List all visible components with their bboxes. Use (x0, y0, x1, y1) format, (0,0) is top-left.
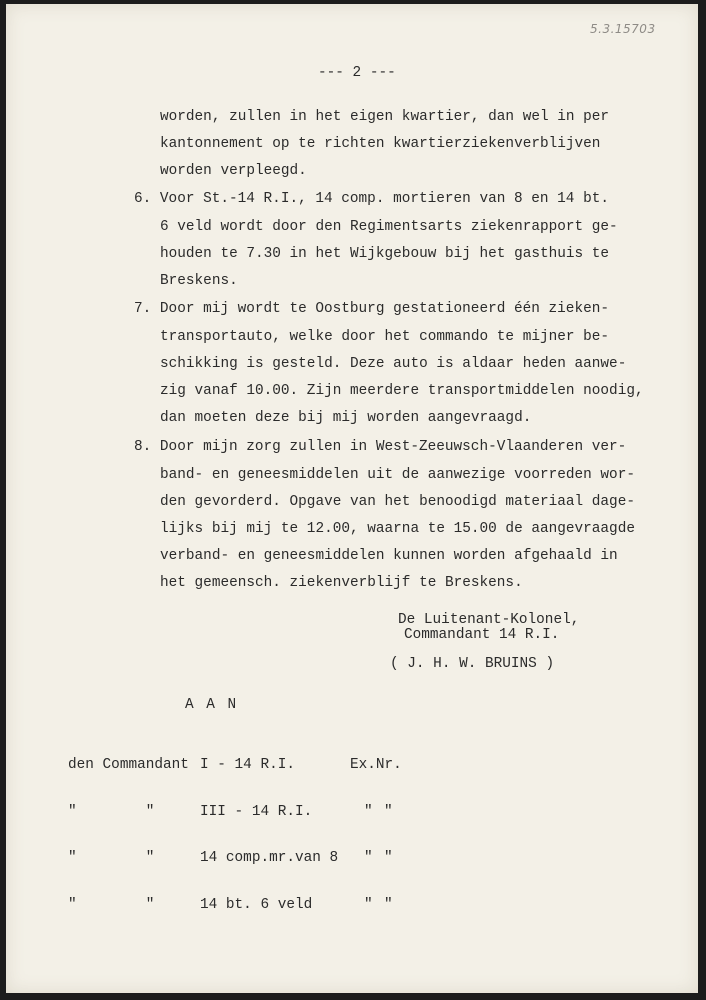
recipient-unit: III - 14 R.I. (200, 803, 313, 820)
recipient-unit: 14 comp.mr.van 8 (200, 850, 339, 866)
copy-number-ditto: " (384, 803, 393, 820)
distribution-row (68, 805, 410, 821)
item-number: 6. (134, 191, 152, 207)
distribution-list (68, 727, 410, 929)
signature-title: Commandant 14 R.I. (404, 627, 560, 643)
body-line: 6 veld wordt door den Regimentsarts ziekenrapport ge- (160, 219, 618, 235)
copy-number-ditto: " (384, 850, 393, 866)
recipient-prefix: " " (68, 803, 155, 820)
recipient-prefix: " " (68, 850, 155, 866)
distribution-row (68, 851, 410, 867)
recipient-prefix: " " (68, 896, 155, 913)
recipient-unit: 14 bt. 6 veld (200, 896, 313, 913)
recipient-prefix: den Commandant (68, 757, 189, 773)
item-number: 8. (134, 439, 152, 455)
body-line: band- en geneesmiddelen uit de aanwezige voorreden wor- (160, 467, 635, 483)
copy-number-ditto: " (384, 896, 393, 913)
copy-number: Ex.Nr. (350, 757, 402, 773)
distribution-row (68, 758, 410, 774)
item-7-first-line (134, 302, 609, 316)
body-line: lijks bij mij te 12.00, waarna te 15.00 de aangevraagde (160, 521, 635, 537)
body-line: houden te 7.30 in het Wijkgebouw bij het gasthuis te (160, 246, 610, 262)
item-8-first-line (134, 440, 626, 454)
distribution-row (68, 898, 410, 914)
distribution-heading: A A N (185, 697, 239, 713)
copy-number: " (364, 803, 373, 820)
body-line: verband- en geneesmiddelen kunnen worden afgehaald in (160, 548, 618, 564)
body-line: kantonnement op te richten kwartierziekenverblijven (160, 136, 601, 152)
signature-rank: De Luitenant-Kolonel, (398, 612, 580, 628)
copy-number: " (364, 850, 373, 866)
recipient-unit: I - 14 R.I. (200, 757, 295, 773)
item-text: Door mij wordt te Oostburg gestationeerd één zieken- (159, 301, 609, 317)
archive-reference: 5.3.15703 (590, 22, 656, 36)
body-line: worden verpleegd. (160, 163, 307, 179)
item-6-first-line (134, 192, 609, 206)
page-number: --- 2 --- (318, 65, 396, 81)
body-line: zig vanaf 10.00. Zijn meerdere transportmiddelen noodig, (160, 383, 644, 399)
signature-name: ( J. H. W. BRUINS ) (390, 656, 555, 672)
body-line: schikking is gesteld. Deze auto is aldaar heden aanwe- (160, 356, 627, 372)
item-text: Door mijn zorg zullen in West-Zeeuwsch-Vlaanderen ver- (159, 439, 627, 455)
copy-number: " (364, 896, 373, 913)
body-line: transportauto, welke door het commando te mijner be- (160, 329, 610, 345)
body-line: het gemeensch. ziekenverblijf te Breskens. (160, 575, 523, 591)
item-number: 7. (134, 301, 152, 317)
body-line: worden, zullen in het eigen kwartier, dan wel in per (160, 109, 610, 125)
body-line: Breskens. (160, 273, 238, 289)
body-line: den gevorderd. Opgave van het benoodigd materiaal dage- (160, 494, 635, 510)
item-text: Voor St.-14 R.I., 14 comp. mortieren van 8 en 14 bt. (159, 191, 609, 207)
body-line: dan moeten deze bij mij worden aangevraagd. (160, 410, 532, 426)
